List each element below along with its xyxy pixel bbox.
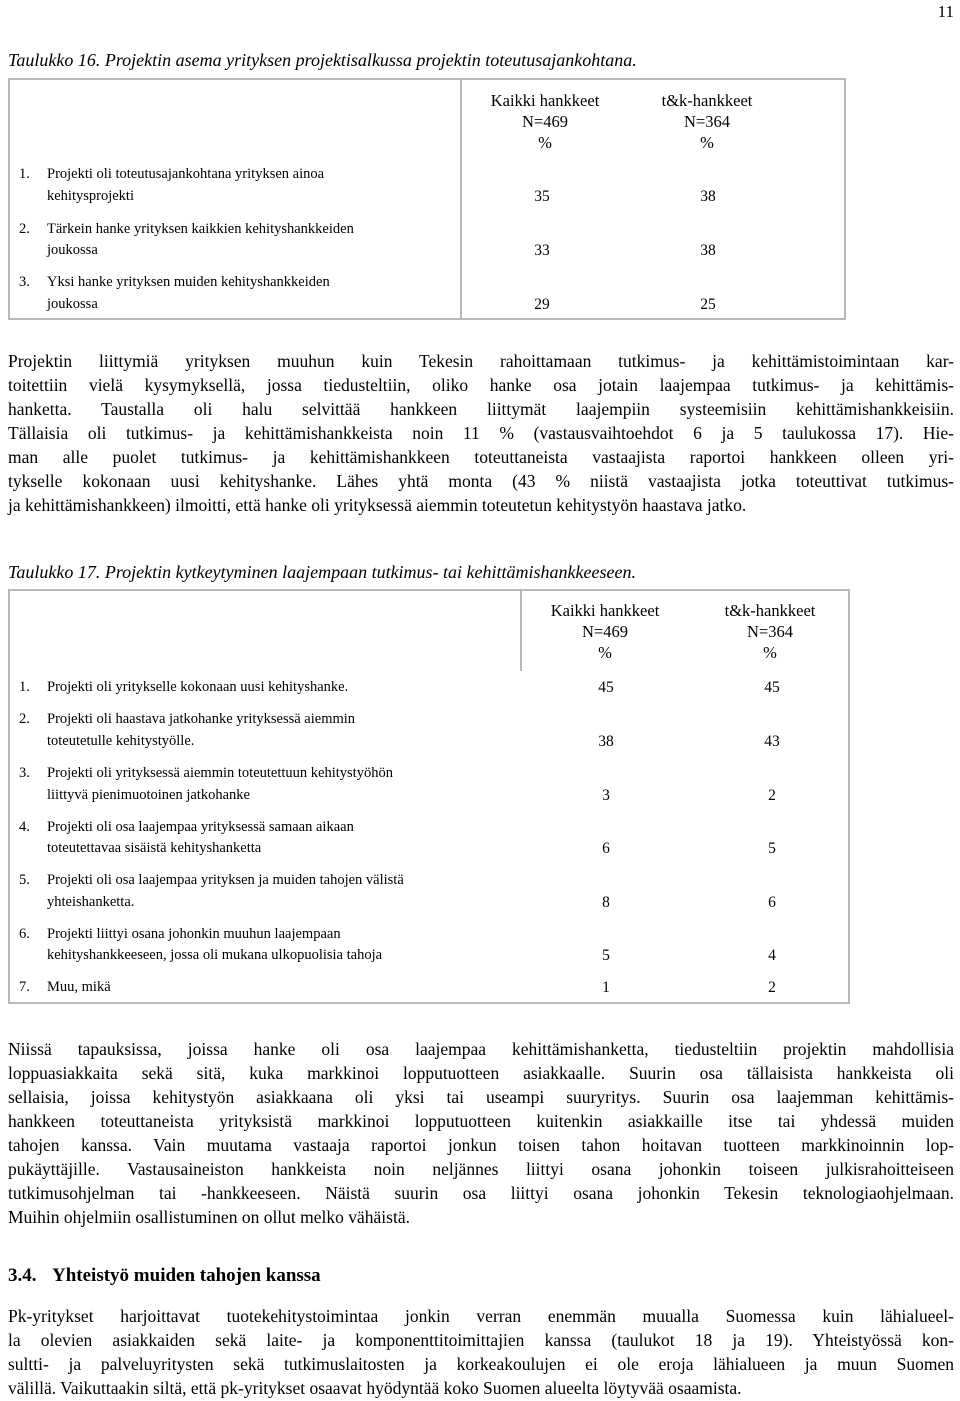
table17-row-num: 7. bbox=[19, 979, 30, 995]
table17-row-num: 6. bbox=[19, 926, 30, 942]
table17-row-label: Projekti oli haastava jatkohanke yrityksessä aiemmin bbox=[47, 711, 356, 727]
table17-row-num: 3. bbox=[19, 765, 30, 781]
table16-divider bbox=[460, 80, 462, 318]
text-line: Tällaisia oli tutkimus- ja kehittämishankkeista noin 11 % (vastausvaihtoehdot 6 ja 5 taulukossa 17). Hie- bbox=[8, 423, 954, 443]
table17-caption: Taulukko 17. Projektin kytkeytyminen laajempaan tutkimus- tai kehittämishankkeeseen. bbox=[8, 562, 636, 582]
text-line: sellaisia, joissa kehitystyön asiakkaana oli yksi tai useampi suuryritys. Suurin osa laajemman kehittämis- bbox=[8, 1087, 954, 1107]
table17-row-num: 5. bbox=[19, 872, 30, 888]
table16 bbox=[8, 78, 846, 320]
table17-row-all: 1 bbox=[602, 979, 610, 996]
table16-row-num: 3. bbox=[19, 274, 30, 290]
table17-row-num: 4. bbox=[19, 819, 30, 835]
table16-row-rd: 38 bbox=[700, 242, 716, 259]
table17-row-rd: 5 bbox=[768, 840, 776, 857]
table17-row-label: Projekti oli yritykselle kokonaan uusi kehityshanke. bbox=[47, 679, 349, 695]
table16-row-all: 33 bbox=[534, 242, 550, 259]
text-line: man alle puolet tutkimus- ja kehittämishankkeen toteuttaneista vastaajista raportoi hankkeen olleen yri- bbox=[8, 447, 954, 467]
text-line: toitettiin vielä kysymyksellä, jossa tiedusteltiin, oliko hanke osa jotain laajempaa tutkimus- ja kehittämis- bbox=[8, 375, 954, 395]
text-line: sultti- ja palveluyritysten sekä tutkimuslaitosten ja korkeakoulujen ei ole eroja lähialueen ja muun Suomen bbox=[8, 1354, 954, 1374]
table16-row-rd: 38 bbox=[700, 188, 716, 205]
table17-row-label-cont: yhteishanketta. bbox=[47, 894, 135, 910]
text-line: loppuasiakkaita sekä sitä, kuka markkinoi lopputuotteen asiakkaalle. Suurin osa tällaisista hankkeista oli bbox=[8, 1063, 954, 1083]
table17-row-label: Projekti oli osa laajempaa yrityksessä samaan aikaan bbox=[47, 819, 354, 835]
section-heading bbox=[8, 1265, 321, 1287]
table17-row-rd: 6 bbox=[768, 894, 776, 911]
text-line: tutkimusohjelman tai -hankkeeseen. Näistä suurin osa liittyi osana johonkin Tekesin teknologiaohjelmaan. bbox=[8, 1183, 954, 1203]
table16-caption: Taulukko 16. Projektin asema yrityksen projektisalkussa projektin toteutusajankohtana. bbox=[8, 50, 637, 70]
table17-row-all: 38 bbox=[598, 733, 614, 750]
section-number: 3.4. bbox=[8, 1265, 37, 1286]
table17-row-num: 1. bbox=[19, 679, 30, 695]
table16-row-label-cont: joukossa bbox=[47, 242, 98, 258]
page-number: 11 bbox=[937, 2, 954, 21]
table17-row-rd: 2 bbox=[768, 979, 776, 996]
table17-row-label: Projekti liittyi osana johonkin muuhun laajempaan bbox=[47, 926, 341, 942]
text-line: välillä. Vaikuttaakin siltä, että pk-yritykset osaavat hyödyntää koko Suomen alueelta löytyvää osaamista. bbox=[8, 1378, 742, 1398]
text-line: hankkeen toteuttaneista yrityksistä markkinoi lopputuotteen kuitenkin asiakkaille itse tai yhdessä muiden bbox=[8, 1111, 954, 1131]
table17-row-label-cont: toteutetulle kehitystyölle. bbox=[47, 733, 195, 749]
table17-row-label-cont: liittyvä pienimuotoinen jatkohanke bbox=[47, 787, 250, 803]
section-title: Yhteistyö muiden tahojen kanssa bbox=[52, 1265, 321, 1286]
table16-row-num: 2. bbox=[19, 221, 30, 237]
paragraph-1 bbox=[8, 349, 954, 517]
table17-header-all: Kaikki hankkeet N=469 % bbox=[550, 601, 660, 662]
table16-row-all: 29 bbox=[534, 296, 550, 313]
table16-row-rd: 25 bbox=[700, 296, 716, 313]
text-line: la olevien asiakkaiden sekä laite- ja komponenttitoimittajien kanssa (taulukot 18 ja 19). Yhteistyössä kon- bbox=[8, 1330, 954, 1350]
table16-row-all: 35 bbox=[534, 188, 550, 205]
table17-row-rd: 4 bbox=[768, 947, 776, 964]
table17-row-label-cont: toteutettavaa sisäistä kehityshanketta bbox=[47, 840, 262, 856]
table16-row-num: 1. bbox=[19, 166, 30, 182]
table17-row-rd: 45 bbox=[764, 679, 780, 696]
table17-row-rd: 43 bbox=[764, 733, 780, 750]
table16-row-label: Projekti oli toteutusajankohtana yrityksen ainoa bbox=[47, 166, 325, 182]
table17-row-label: Projekti oli osa laajempaa yrityksen ja muiden tahojen välistä bbox=[47, 872, 404, 888]
table17-row-all: 8 bbox=[602, 894, 610, 911]
table16-row-label: Yksi hanke yrityksen muiden kehityshankkeiden bbox=[47, 274, 330, 290]
table16-header-all: Kaikki hankkeet N=469 % bbox=[490, 91, 600, 152]
table17-row-label-cont: kehityshankkeeseen, jossa oli mukana ulkopuolisia tahoja bbox=[47, 947, 383, 963]
table17 bbox=[8, 589, 850, 1004]
paragraph-2 bbox=[8, 1037, 954, 1229]
table16-row-label: Tärkein hanke yrityksen kaikkien kehityshankkeiden bbox=[47, 221, 354, 237]
table16-header-rd: t&k-hankkeet N=364 % bbox=[661, 91, 753, 152]
text-line: Muihin ohjelmiin osallistuminen on ollut melko vähäistä. bbox=[8, 1207, 410, 1227]
table17-row-all: 3 bbox=[602, 787, 610, 804]
table17-row-all: 6 bbox=[602, 840, 610, 857]
text-line: Projektin liittymiä yrityksen muuhun kuin Tekesin rahoittamaan tutkimus- ja kehittämistoimintaan kar- bbox=[8, 351, 954, 371]
text-line: Niissä tapauksissa, joissa hanke oli osa laajempaa kehittämishanketta, tiedusteltiin projektin mahdollisia bbox=[8, 1039, 954, 1059]
table17-row-all: 45 bbox=[598, 679, 614, 696]
text-line: tahojen kanssa. Vain muutama vastaaja raportoi jonkun toisen tahon hoitavan tuotteen markkinoinnin lop- bbox=[8, 1135, 954, 1155]
table17-header-rd: t&k-hankkeet N=364 % bbox=[724, 601, 816, 662]
text-line: ja kehittämishankkeen) ilmoitti, että hanke oli yrityksessä aiemmin toteutetun kehitystyön haastava jatko. bbox=[8, 495, 747, 515]
table17-row-label: Muu, mikä bbox=[47, 979, 111, 995]
text-line: Pk-yritykset harjoittavat tuotekehitystoimintaa jonkin verran enemmän muualla Suomessa kuin lähialueel- bbox=[8, 1306, 954, 1326]
text-line: pukäyttäjille. Vastausaineiston hankkeista noin neljännes liittyi osana johonkin toiseen julkisrahoitteiseen bbox=[8, 1159, 954, 1179]
table17-row-num: 2. bbox=[19, 711, 30, 727]
text-line: hanketta. Taustalla oli halu selvittää hankkeen liittymät laajempiin systeemisiin kehittämishankkeisiin. bbox=[8, 399, 954, 419]
table17-row-all: 5 bbox=[602, 947, 610, 964]
table16-row-label-cont: joukossa bbox=[47, 296, 98, 312]
table17-row-label: Projekti oli yrityksessä aiemmin toteutettuun kehitystyöhön bbox=[47, 765, 393, 781]
table17-divider bbox=[520, 591, 522, 671]
text-line: tykselle kokonaan uusi kehityshanke. Lähes yhtä monta (43 % niistä vastaajista jotka toteuttivat tutkimus- bbox=[8, 471, 954, 491]
paragraph-3 bbox=[8, 1304, 954, 1400]
table17-row-rd: 2 bbox=[768, 787, 776, 804]
table16-row-label-cont: kehitysprojekti bbox=[47, 188, 134, 204]
